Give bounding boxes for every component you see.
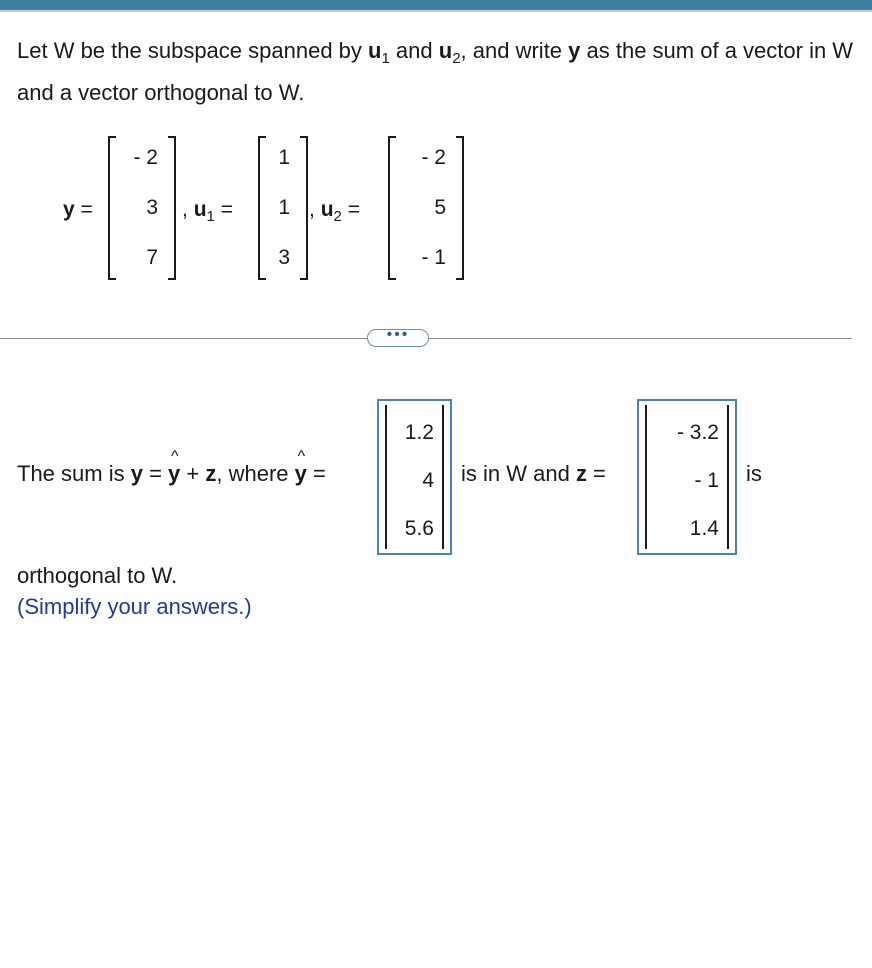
- y-entry-1: - 2: [133, 146, 158, 169]
- z-entry-1[interactable]: - 3.2: [676, 421, 719, 444]
- u1-vector-label: , $u_1$ =: [182, 198, 233, 225]
- expand-more-button[interactable]: •••: [367, 329, 429, 347]
- sum-statement: The sum is y = ^ y + z, where ^ y =: [17, 461, 326, 487]
- y-hat-symbol: ^ y: [168, 461, 180, 487]
- y-vector-label: y =: [63, 198, 93, 221]
- y-entry-2: 3: [146, 196, 158, 219]
- z-entry-2[interactable]: - 1: [694, 469, 719, 492]
- y-vector: [108, 136, 176, 280]
- question-prompt: Let W be the subspace spanned by $u_1$ and $u_2$, and write y as the sum of a vector in W and a vector orthogonal to W.: [17, 38, 854, 105]
- z-answer-box[interactable]: [637, 399, 737, 555]
- is-text: is: [746, 461, 762, 486]
- simplify-hint: (Simplify your answers.): [17, 594, 252, 619]
- z-matrix: [645, 405, 729, 549]
- in-w-text: is in W and z =: [461, 461, 606, 486]
- top-banner: [0, 0, 872, 10]
- u1-entry-3: 3: [278, 246, 290, 269]
- y-hat-answer-box[interactable]: [377, 399, 452, 555]
- u2-vector: [388, 136, 464, 280]
- u2-vector-label: , $u_2$ =: [309, 198, 360, 225]
- y-hat-entry-3[interactable]: 5.6: [404, 517, 434, 540]
- orthogonal-text: orthogonal to W.: [17, 563, 178, 588]
- y-entry-3: 7: [146, 246, 158, 269]
- top-banner-rule: [0, 10, 872, 12]
- y-hat-entry-1[interactable]: 1.2: [404, 421, 434, 444]
- u1-entry-1: 1: [278, 146, 290, 169]
- u1-entry-2: 1: [278, 196, 290, 219]
- u2-entry-1: - 2: [421, 146, 446, 169]
- y-hat-symbol-2: ^ y: [295, 461, 307, 487]
- y-hat-matrix: [385, 405, 444, 549]
- u2-entry-3: - 1: [421, 246, 446, 269]
- y-hat-entry-2[interactable]: 4: [422, 469, 434, 492]
- u2-entry-2: 5: [434, 196, 446, 219]
- u1-vector: [258, 136, 308, 280]
- z-entry-3[interactable]: 1.4: [689, 517, 719, 540]
